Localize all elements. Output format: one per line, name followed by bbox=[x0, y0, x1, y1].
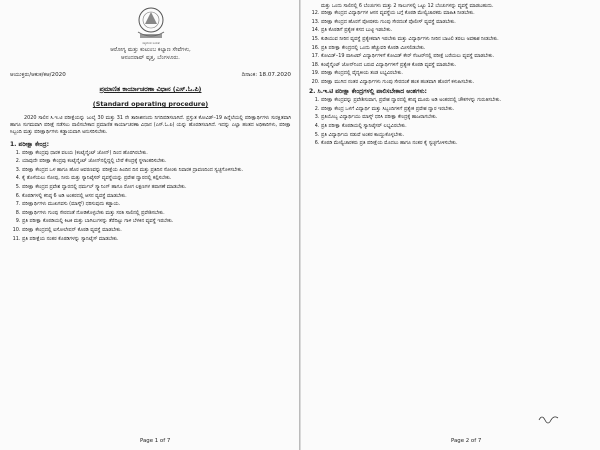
title-english: (Standard operating procedure) bbox=[92, 100, 209, 108]
list-item: 11. ಪ್ರತಿ ಪರೀಕ್ಷೆಯ ನಂತರ ಕೊಠಡಿಗಳನ್ನು ಸ್ಯಾನಿಟೈಸ್ ಮಾಡಬೇಕು. bbox=[22, 236, 291, 243]
list-item: 16. ಪ್ರತಿ ಪರೀಕ್ಷಾ ಕೇಂದ್ರದಲ್ಲಿ ಒಂದು ಹೆಚ್ಚುವರಿ ಕೊಠಡಿ ಮೀಸಲಿಡಬೇಕು. bbox=[321, 45, 594, 52]
svg-text:ಸತ್ಯಮೇವ ಜಯತೆ: ಸತ್ಯಮೇವ ಜಯತೆ bbox=[141, 41, 160, 45]
list-item: 5. ಪರೀಕ್ಷಾ ಕೇಂದ್ರದ ಪ್ರವೇಶ ದ್ವಾರದಲ್ಲಿ ಥರ್ಮಲ್ ಸ್ಕ್ಯಾನಿಂಗ್ ಹಾಗೂ ರೋಗ ಲಕ್ಷಣಗಳ ತಪಾಸಣೆ ಮಾಡಬೇಕು. bbox=[22, 184, 291, 191]
list-item: 6. ಕೊಠಡಿ ಮೇಲ್ವಿಚಾರಕರು ಪ್ರತಿ ಪರೀಕ್ಷೆಯ ಮೊದಲು ಹಾಗೂ ನಂತರ ಕೈ ಸ್ವಚ್ಛಗೊಳಿಸಬೇಕು. bbox=[321, 140, 594, 147]
list-item: 4. ಕೈ ತೊಳೆಯಲು ಸೋಪು, ನೀರು ಮತ್ತು ಸ್ಯಾನಿಟೈಸರ್ ವ್ಯವಸ್ಥೆಯನ್ನು ಪ್ರವೇಶ ದ್ವಾರದಲ್ಲಿ ಕಲ್ಪಿಸಬೇಕು. bbox=[22, 175, 291, 182]
list-item: 14. ಪ್ರತಿ ಕೊಠಡಿಗೆ ಪ್ರತ್ಯೇಕ ಕಸದ ಬುಟ್ಟಿ ಇಡಬೇಕು. bbox=[321, 27, 594, 34]
list-item: 4. ಪ್ರತಿ ಪರೀಕ್ಷಾ ಕೊಠಡಿಯಲ್ಲಿ ಸ್ಯಾನಿಟೈಸರ್ ಲಭ್ಯವಿರಬೇಕು. bbox=[321, 123, 594, 130]
list-item: 12. ಪರೀಕ್ಷಾ ಕೇಂದ್ರದ ವಿದ್ಯಾರ್ಥಿಗಳ ಆಸನ ವ್ಯವಸ್ಥೆಯ ಬಗ್ಗೆ ಕೊಠಡಿ ಮೇಲ್ವಿಚಾರಕರು ಮಾಹಿತಿ ನೀಡಬೇಕು. bbox=[321, 10, 594, 17]
list-item: 19. ಪರೀಕ್ಷಾ ಕೇಂದ್ರದಲ್ಲಿ ವೈದ್ಯಕೀಯ ತಂಡ ಲಭ್ಯವಿರಬೇಕು. bbox=[321, 70, 594, 77]
section-1-title: 1. ಪರೀಕ್ಷಾ ಕೇಂದ್ರ: bbox=[10, 140, 49, 148]
list-item: 2. ಪರೀಕ್ಷಾ ಕೇಂದ್ರ ಒಳಗೆ ವಿದ್ಯಾರ್ಥಿ ಮತ್ತು ಸಿಬ್ಬಂದಿಗಳಿಗೆ ಪ್ರತ್ಯೇಕ ಪ್ರವೇಶ ದ್ವಾರ ಇರಬೇಕು. bbox=[321, 106, 594, 113]
list-item: 3. ಪರೀಕ್ಷಾ ಕೇಂದ್ರದ ಒಳ ಹಾಗೂ ಹೊರ ಆವರಣವನ್ನು ಪರೀಕ್ಷೆಯ ಹಿಂದಿನ ದಿನ ಮತ್ತು ಪ್ರತಿದಿನ ಸೋಂಕು ನಿವಾರಕ ದ್ರಾವಣದಿಂದ ಸ್ವಚ್ಛಗೊಳಿಸಬೇಕು. bbox=[22, 167, 291, 174]
list-item: 8. ಪರೀಕ್ಷಾರ್ಥಿಗಳು ಗುಂಪು ಸೇರದಂತೆ ನೋಡಿಕೊಳ್ಳಬೇಕು ಮತ್ತು ಸರತಿ ಸಾಲಿನಲ್ಲಿ ಪ್ರವೇಶಿಸಬೇಕು. bbox=[22, 210, 291, 217]
department-line-1: ಆರೋಗ್ಯ ಮತ್ತು ಕುಟುಂಬ ಕಲ್ಯಾಣ ಸೇವೆಗಳು, bbox=[110, 47, 191, 53]
page-number-2: Page 2 of 7 bbox=[451, 438, 482, 444]
signature-icon bbox=[538, 412, 560, 424]
government-emblem-icon bbox=[132, 4, 170, 46]
list-item: 2. ಯಾವುದೇ ಪರೀಕ್ಷಾ ಕೇಂದ್ರವು ಕಂಟೈನ್ಮೆಂಟ್ ಜೋನ್‌ನಲ್ಲಿದ್ದಲ್ಲಿ ಬೇರೆ ಕೇಂದ್ರಕ್ಕೆ ಸ್ಥಳಾಂತರಿಸಬೇಕು. bbox=[22, 158, 291, 165]
section-1-list bbox=[10, 150, 291, 243]
list-item: 10. ಪರೀಕ್ಷಾ ಕೇಂದ್ರದಲ್ಲಿ ಐಸೋಲೇಷನ್ ಕೊಠಡಿ ವ್ಯವಸ್ಥೆ ಮಾಡಬೇಕು. bbox=[22, 227, 291, 234]
list-item: 6. ಕೊಠಡಿಗಳಲ್ಲಿ ಕನಿಷ್ಠ 6 ಅಡಿ ಅಂತರದಲ್ಲಿ ಆಸನ ವ್ಯವಸ್ಥೆ ಮಾಡಬೇಕು. bbox=[22, 193, 291, 200]
department-line-2: ಆನಂದರಾವ್ ವೃತ್ತ, ಬೆಂಗಳೂರು. bbox=[121, 55, 180, 61]
section-2-list bbox=[309, 97, 594, 147]
intro-paragraph: 2020 ಸಾಲಿನ ಸಿ.ಇ.ಟಿ ಪರೀಕ್ಷೆಯನ್ನು ಜುಲೈ 30 ಮತ್ತು 31 ನೇ ತಾರೀಖಿನಂದು ನಿಗದಿಪಡಿಸಲಾಗಿದೆ. ಪ್ರಸ್ತುತ ಕೋವಿಡ್–19 ಹಿನ್ನೆಲೆಯಲ್ಲಿ ಪರೀಕ್ಷಾರ್ಥಿಗಳು ಸುರಕ್ಷಿತವಾಗಿ ಹಾಗೂ ಸುಗಮವಾಗಿ ಪರೀಕ್ಷೆ ನಡೆಸಲು ಪಾಲಿಸಬೇಕಾದ ಪ್ರಮಾಣಿತ ಕಾರ್ಯಾಚರಣಾ ವಿಧಾನ (ಎಸ್.ಓ.ಪಿ) ಯನ್ನು ಹೊರಡಿಸಲಾಗಿದೆ. ಇದನ್ನು ಎಲ್ಲಾ ಹಂತದ ಅಧಿಕಾರಿಗಳು, ಪರೀಕ್ಷಾ ಸಿಬ್ಬಂದಿ ಮತ್ತು ಪರೀಕ್ಷಾರ್ಥಿಗಳು ಕಡ್ಡಾಯವಾಗಿ ಅನುಸರಿಸಬೇಕು. bbox=[10, 115, 291, 136]
list-item: 1. ಪರೀಕ್ಷಾ ಕೇಂದ್ರವು ಧಾರಕ ವಲಯ (ಕಂಟೈನ್ಮೆಂಟ್ ಜೋನ್) ದಿಂದ ಹೊರಗಿರಬೇಕು. bbox=[22, 150, 291, 157]
reference-number: ಆಯುಕ್ತರು/ಆಕುಕ/ಕಆ/2020 bbox=[10, 72, 66, 78]
list-item: 1. ಪರೀಕ್ಷಾ ಕೇಂದ್ರವನ್ನು ಪ್ರವೇಶಿಸುವಾಗ, ಪ್ರವೇಶ ದ್ವಾರದಲ್ಲಿ ಕನಿಷ್ಠ ಮೂರು ಅಡಿ ಅಂತರದಲ್ಲಿ ಚೌಕಗಳನ್ನು ಗುರುತಿಸಬೇಕು. bbox=[321, 97, 594, 104]
section-2-title: 2. ಸಿ.ಇ.ಟಿ ಪರೀಕ್ಷಾ ಕೇಂದ್ರಗಳಲ್ಲಿ ಪಾಲಿಸಬೇಕಾದ ಅಂಶಗಳು: bbox=[309, 88, 427, 96]
reference-line bbox=[10, 72, 291, 79]
list-item: 5. ಪ್ರತಿ ವಿದ್ಯಾರ್ಥಿಯ ನಡುವೆ ಅಂತರ ಕಾಯ್ದುಕೊಳ್ಳಬೇಕು. bbox=[321, 132, 594, 139]
list-item: 17. ಕೋವಿಡ್–19 ಪಾಸಿಟಿವ್ ವಿದ್ಯಾರ್ಥಿಗಳಿಗೆ ಕೋವಿಡ್ ಕೇರ್ ಸೆಂಟರ್‌ನಲ್ಲಿ ಪರೀಕ್ಷೆ ಬರೆಯಲು ವ್ಯವಸ್ಥೆ ಮಾಡಬೇಕು. bbox=[321, 53, 594, 60]
list-item: 20. ಪರೀಕ್ಷಾ ಮುಗಿದ ನಂತರ ವಿದ್ಯಾರ್ಥಿಗಳು ಗುಂಪು ಸೇರದಂತೆ ಹಂತ ಹಂತವಾಗಿ ಹೊರಗೆ ಕಳುಹಿಸಬೇಕು. bbox=[321, 79, 594, 86]
page-2-list bbox=[309, 10, 594, 86]
document-date: ದಿನಾಂಕ: 18.07.2020 bbox=[241, 72, 291, 78]
list-item: 3. ಪ್ರತಿಯೊಬ್ಬ ವಿದ್ಯಾರ್ಥಿಯು ಮಾಸ್ಕ್ ಧರಿಸಿ ಪರೀಕ್ಷಾ ಕೇಂದ್ರಕ್ಕೆ ಹಾಜರಾಗಬೇಕು. bbox=[321, 114, 594, 121]
list-item: 15. ಕುಡಿಯುವ ನೀರಿನ ವ್ಯವಸ್ಥೆ ಪ್ರತ್ಯೇಕವಾಗಿ ಇರಬೇಕು ಮತ್ತು ವಿದ್ಯಾರ್ಥಿಗಳು ನೀರಿನ ಬಾಟಲಿ ತರಲು ಅವಕಾಶ ನೀಡಬೇಕು. bbox=[321, 36, 594, 43]
continued-text: ಮತ್ತು ಒಂದು ಸಾಲಿನಲ್ಲಿ 6 ಬೆಂಚುಗಳು ಮತ್ತು 2 ಸಾಲುಗಳಲ್ಲಿ ಒಟ್ಟು 12 ಬೆಂಚುಗಳನ್ನು ವ್ಯವಸ್ಥೆ ಮಾಡಬಹುದು. bbox=[321, 3, 494, 9]
page-2 bbox=[301, 0, 600, 450]
title-kannada: ಪ್ರಮಾಣಿತ ಕಾರ್ಯಾಚರಣಾ ವಿಧಾನ (ಎಸ್.ಓ.ಪಿ) bbox=[99, 85, 202, 93]
list-item: 7. ಪರೀಕ್ಷಾರ್ಥಿಗಳು ಮುಖಗವಸು (ಮಾಸ್ಕ್) ಧರಿಸುವುದು ಕಡ್ಡಾಯ. bbox=[22, 201, 291, 208]
list-item: 13. ಪರೀಕ್ಷಾ ಕೇಂದ್ರದ ಹೊರಗೆ ಪೋಷಕರು ಗುಂಪು ಸೇರದಂತೆ ಪೊಲೀಸ್ ವ್ಯವಸ್ಥೆ ಮಾಡಬೇಕು. bbox=[321, 19, 594, 26]
list-item: 9. ಪ್ರತಿ ಪರೀಕ್ಷಾ ಕೊಠಡಿಯಲ್ಲಿ ಕಿಟಕಿ ಮತ್ತು ಬಾಗಿಲುಗಳನ್ನು ತೆರೆದಿಟ್ಟು ಗಾಳಿ ಬೆಳಕಿನ ವ್ಯವಸ್ಥೆ ಇರಬೇಕು. bbox=[22, 218, 291, 225]
page-number-1: Page 1 of 7 bbox=[140, 438, 171, 444]
list-item: 18. ಕಂಟೈನ್ಮೆಂಟ್ ಜೋನ್‌ನಿಂದ ಬರುವ ವಿದ್ಯಾರ್ಥಿಗಳಿಗೆ ಪ್ರತ್ಯೇಕ ಕೊಠಡಿ ವ್ಯವಸ್ಥೆ ಮಾಡಬೇಕು. bbox=[321, 62, 594, 69]
